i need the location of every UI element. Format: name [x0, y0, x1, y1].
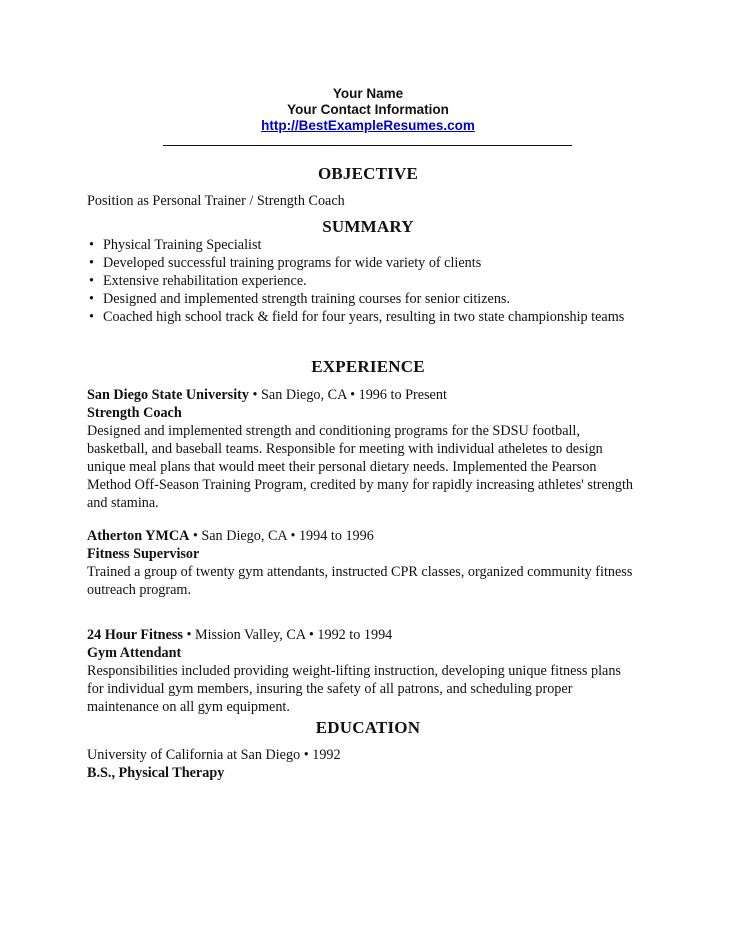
- list-item: • Physical Training Specialist: [87, 236, 624, 254]
- summary-heading: SUMMARY: [322, 217, 414, 236]
- contact-information: Your Contact Information: [287, 102, 449, 117]
- list-item: • Extensive rehabilitation experience.: [87, 272, 624, 290]
- list-item: • Developed successful training programs for wide variety of clients: [87, 254, 624, 272]
- job-header: [87, 626, 657, 644]
- employer-name: 24 Hour Fitness: [87, 627, 183, 643]
- job-details: • San Diego, CA • 1994 to 1996: [189, 528, 374, 544]
- job-description-line: Trained a group of twenty gym attendants, instructed CPR classes, organized community fitness: [87, 564, 633, 580]
- job-header: [87, 386, 657, 404]
- job-description-line: Designed and implemented strength and conditioning programs for the SDSU football,: [87, 423, 580, 439]
- job-description-line: and stamina.: [87, 495, 159, 511]
- website-link[interactable]: http://BestExampleResumes.com: [261, 118, 475, 133]
- job-description-line: unique meal plans that would meet their personal dietary needs. Implemented the Pearson: [87, 459, 597, 475]
- job-description-line: outreach program.: [87, 582, 191, 598]
- job-title: Gym Attendant: [87, 645, 182, 661]
- education-entry: [87, 746, 657, 782]
- objective-heading: OBJECTIVE: [317, 164, 419, 183]
- header-divider: [163, 145, 572, 146]
- candidate-name: Your Name: [332, 86, 404, 101]
- job-header: [87, 527, 657, 545]
- objective-text: Position as Personal Trainer / Strength Coach: [87, 193, 345, 209]
- list-item: • Designed and implemented strength training courses for senior citizens.: [87, 290, 624, 308]
- list-item: • Coached high school track & field for four years, resulting in two state championship teams: [87, 308, 624, 326]
- job-title: Fitness Supervisor: [87, 546, 200, 562]
- job-description-line: Responsibilities included providing weight-lifting instruction, developing unique fitness plans: [87, 663, 621, 679]
- school-name: University of California at San Diego • 1992: [87, 747, 341, 763]
- experience-heading: EXPERIENCE: [311, 357, 425, 376]
- job-details: • San Diego, CA • 1996 to Present: [248, 387, 447, 403]
- job-description-line: basketball, and baseball teams. Responsible for meeting with individual atheletes to design: [87, 441, 603, 457]
- job-entry: [87, 386, 657, 512]
- job-entry: [87, 527, 657, 599]
- employer-name: San Diego State University: [87, 387, 249, 403]
- job-description-line: Method Off-Season Training Program, credited by many for rapidly increasing athletes' strength: [87, 477, 634, 493]
- job-title: Strength Coach: [87, 405, 182, 421]
- job-details: • Mission Valley, CA • 1992 to 1994: [182, 627, 393, 643]
- job-entry: [87, 626, 657, 716]
- employer-name: Atherton YMCA: [87, 528, 190, 544]
- degree: B.S., Physical Therapy: [87, 765, 225, 781]
- education-heading: EDUCATION: [315, 718, 421, 737]
- summary-list: [87, 236, 624, 326]
- job-description-line: for individual gym members, insuring the safety of all patrons, and scheduling proper: [87, 681, 573, 697]
- resume-header: [0, 86, 736, 134]
- job-description-line: maintenance on all gym equipment.: [87, 699, 290, 715]
